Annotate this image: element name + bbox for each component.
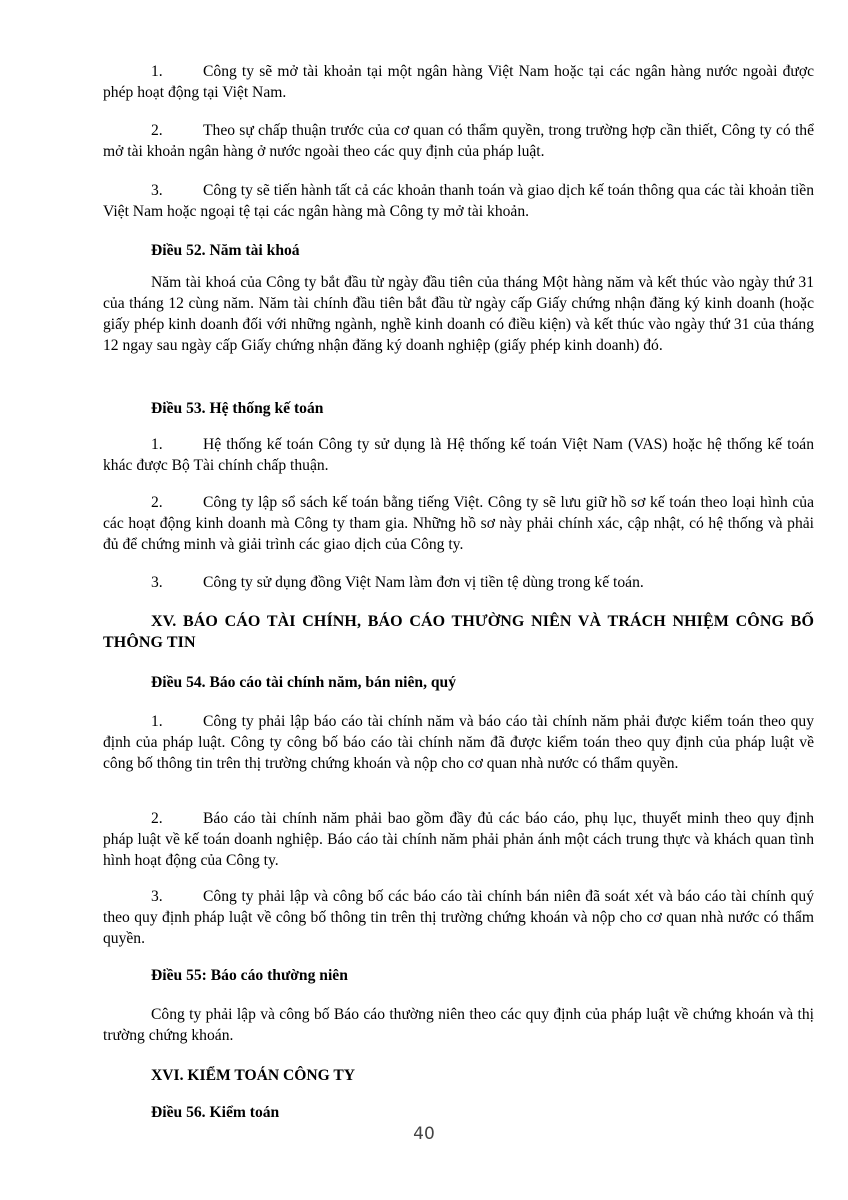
article-heading: Điều 54. Báo cáo tài chính năm, bán niên, quý	[151, 674, 457, 691]
clause-paragraph	[103, 808, 814, 871]
clause-text: Công ty sẽ mở tài khoản tại một ngân hàng Việt Nam hoặc tại các ngân hàng nước ngoài được phép hoạt động tại Việt Nam.	[103, 63, 814, 101]
clause-number: 2.	[151, 494, 163, 511]
clause-text: Theo sự chấp thuận trước của cơ quan có thẩm quyền, trong trường hợp cần thiết, Công ty có thể mở tài khoản ngân hàng ở nước ngoài theo các quy định của pháp luật.	[103, 122, 814, 160]
clause-number: 3.	[151, 888, 163, 905]
article-heading: Điều 53. Hệ thống kế toán	[151, 400, 324, 417]
clause-text: Công ty sử dụng đồng Việt Nam làm đơn vị tiền tệ dùng trong kế toán.	[203, 574, 644, 591]
clause-paragraph	[103, 886, 814, 949]
clause-paragraph	[103, 572, 814, 593]
clause-paragraph	[103, 120, 814, 162]
clause-number: 1.	[151, 63, 163, 80]
clause-number: 1.	[151, 436, 163, 453]
section-heading: XV. BÁO CÁO TÀI CHÍNH, BÁO CÁO THƯỜNG NIÊN VÀ TRÁCH NHIỆM CÔNG BỐ THÔNG TIN	[103, 613, 814, 651]
clause-text: Công ty phải lập báo cáo tài chính năm và báo cáo tài chính năm phải được kiểm toán theo quy định của pháp luật. Công ty công bố báo cáo tài chính năm đã được kiểm toán theo quy định của pháp luật về công bố thông tin trên thị trường chứng khoán và nộp cho cơ quan nhà nước có thẩm quyền.	[103, 713, 814, 772]
section-heading: XVI. KIỂM TOÁN CÔNG TY	[151, 1067, 356, 1084]
clause-paragraph	[103, 492, 814, 555]
article-heading: Điều 56. Kiểm toán	[151, 1104, 280, 1121]
article-heading: Điều 55: Báo cáo thường niên	[151, 967, 348, 984]
clause-text: Hệ thống kế toán Công ty sử dụng là Hệ thống kế toán Việt Nam (VAS) hoặc hệ thống kế toán khác được Bộ Tài chính chấp thuận.	[103, 436, 814, 474]
clause-paragraph	[103, 711, 814, 774]
page-number: 40	[413, 1124, 435, 1144]
clause-text: Công ty sẽ tiến hành tất cả các khoản thanh toán và giao dịch kế toán thông qua các tài khoản tiền Việt Nam hoặc ngoại tệ tại các ngân hàng mà Công ty mở tài khoản.	[103, 182, 814, 220]
clause-text: Công ty lập sổ sách kế toán bằng tiếng Việt. Công ty sẽ lưu giữ hồ sơ kế toán theo loại hình của các hoạt động kinh doanh mà Công ty tham gia. Những hồ sơ này phải chính xác, cập nhật, có hệ thống và phải đủ để chứng minh và giải trình các giao dịch của Công ty.	[103, 494, 814, 553]
clause-number: 3.	[151, 182, 163, 199]
article-paragraph: Công ty phải lập và công bố Báo cáo thường niên theo các quy định của pháp luật về chứng khoán và thị trường chứng khoán.	[103, 1006, 814, 1044]
clause-number: 3.	[151, 574, 163, 591]
clause-text: Báo cáo tài chính năm phải bao gồm đầy đủ các báo cáo, phụ lục, thuyết minh theo quy định pháp luật về kế toán doanh nghiệp. Báo cáo tài chính năm phải phản ánh một cách trung thực và khách quan tình hình hoạt động của Công ty.	[103, 810, 814, 869]
article-heading: Điều 52. Năm tài khoá	[151, 242, 300, 259]
clause-paragraph	[103, 61, 814, 103]
clause-paragraph	[103, 180, 814, 222]
clause-number: 2.	[151, 122, 163, 139]
clause-paragraph	[103, 434, 814, 476]
clause-number: 2.	[151, 810, 163, 827]
article-paragraph: Năm tài khoá của Công ty bắt đầu từ ngày đầu tiên của tháng Một hàng năm và kết thúc vào ngày thứ 31 của tháng 12 cùng năm. Năm tài chính đầu tiên bắt đầu từ ngày cấp Giấy chứng nhận đăng ký kinh doanh (hoặc giấy phép kinh doanh đối với những ngành, nghề kinh doanh có điều kiện) và kết thúc vào ngày thứ 31 của tháng 12 ngay sau ngày cấp Giấy chứng nhận đăng ký doanh nghiệp (giấy phép kinh doanh) đó.	[103, 274, 814, 354]
clause-text: Công ty phải lập và công bố các báo cáo tài chính bán niên đã soát xét và báo cáo tài chính quý theo quy định pháp luật về công bố thông tin trên thị trường chứng khoán và nộp cho cơ quan nhà nước có thẩm quyền.	[103, 888, 814, 947]
clause-number: 1.	[151, 713, 163, 730]
